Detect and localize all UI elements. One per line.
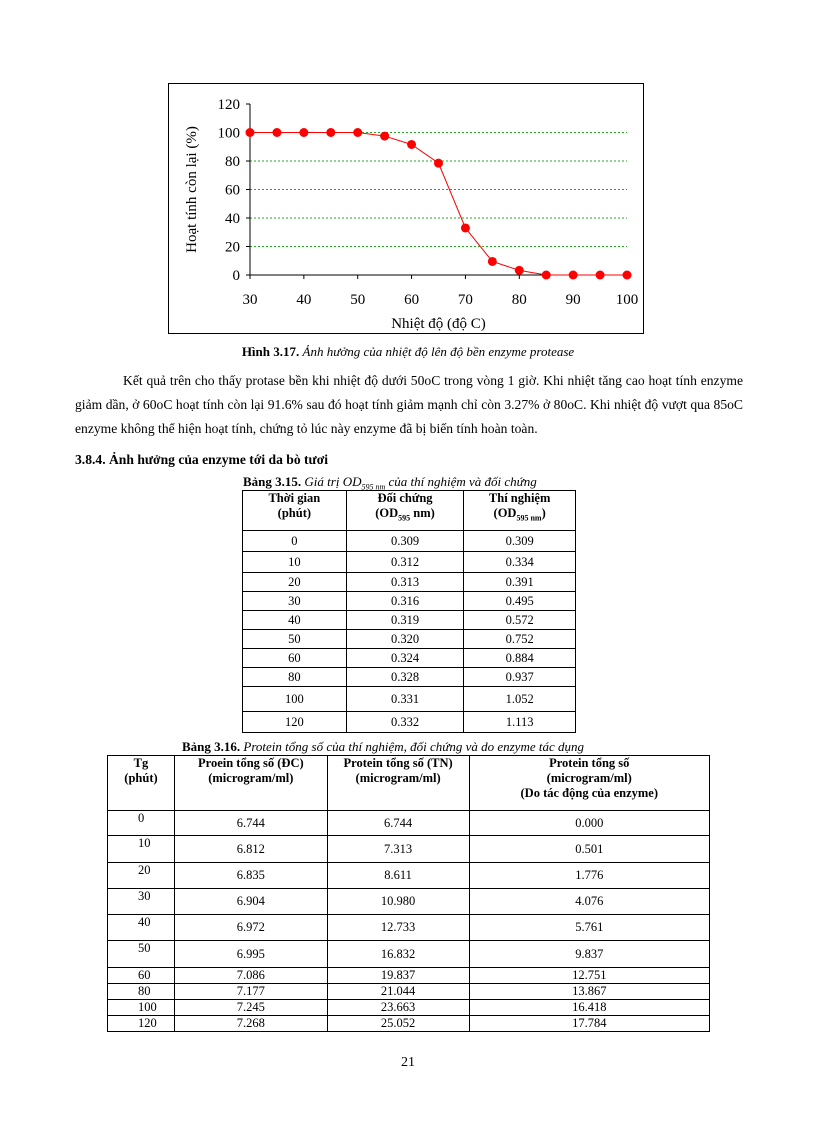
table2-cell: 7.268 xyxy=(174,1016,327,1032)
table1-cell: 40 xyxy=(243,611,347,630)
table2-cell: 13.867 xyxy=(469,984,709,1000)
table1-row xyxy=(243,531,576,552)
table1-cell: 0.572 xyxy=(464,611,576,630)
table1-cell: 80 xyxy=(243,668,347,687)
table2-row xyxy=(108,941,710,968)
x-tick-label: 50 xyxy=(350,292,366,308)
table2-cell: 12.751 xyxy=(469,968,709,984)
table2-row xyxy=(108,968,710,984)
table1-cell: 0.495 xyxy=(464,592,576,611)
data-point xyxy=(488,257,497,266)
table2-cell: 100 xyxy=(108,1000,175,1016)
table2-cell: 10 xyxy=(108,836,175,863)
table2-header-time: Tg (phút) xyxy=(108,756,175,811)
table2-cell: 7.177 xyxy=(174,984,327,1000)
table2-cell: 6.744 xyxy=(174,811,327,836)
table2-cell: 10.980 xyxy=(327,889,469,915)
table1-cell: 0.316 xyxy=(346,592,464,611)
figure-caption-label: Hình 3.17. xyxy=(241,344,300,359)
table2-cell: 16.832 xyxy=(327,941,469,968)
page-number: 21 xyxy=(401,1055,415,1070)
table2-row xyxy=(108,915,710,941)
y-tick-label: 120 xyxy=(217,97,240,113)
table1-cell: 10 xyxy=(243,552,347,573)
table1-cell: 1.052 xyxy=(464,687,576,712)
table1-caption-label: Bảng 3.15. xyxy=(243,474,302,489)
data-point xyxy=(326,128,335,137)
table2-cell: 1.776 xyxy=(469,863,709,889)
results-paragraph-text: Kết quả trên cho thấy protase bền khi nhiệt độ dưới 50oC trong vòng 1 giờ. Khi nhiệt tăng cao hoạt tính enzyme giảm dần, ở 60oC hoạt tính còn lại 91.6% sau đó hoạt tính giảm mạnh chỉ còn 3.27% ở 80oC. Khi nhiệt độ vượt qua 85oC enzyme không thể hiện hoạt tính, chứng tỏ lúc này enzyme đã bị biến tính hoàn toàn. xyxy=(75,373,743,436)
table2-caption xyxy=(182,739,584,755)
table1-cell: 0.312 xyxy=(346,552,464,573)
table1-row xyxy=(243,630,576,649)
table2-protein xyxy=(107,755,710,1032)
table2-cell: 8.611 xyxy=(327,863,469,889)
data-point xyxy=(596,271,605,280)
table2-cell: 7.313 xyxy=(327,836,469,863)
data-point xyxy=(569,271,578,280)
x-tick-label: 90 xyxy=(565,292,581,308)
data-point xyxy=(461,223,470,232)
table2-cell: 6.904 xyxy=(174,889,327,915)
table2-header-experiment: Protein tổng số (TN) (microgram/ml) xyxy=(327,756,469,811)
results-paragraph xyxy=(75,369,743,441)
table1-caption-text: Giá trị $OD_{595 nm}$ của thí nghiệm và đối chứng xyxy=(304,474,537,492)
table1-row xyxy=(243,712,576,733)
table2-caption-label: Bảng 3.16. xyxy=(182,739,241,754)
data-point xyxy=(353,128,362,137)
table1-row xyxy=(243,552,576,573)
table1-cell: 0 xyxy=(243,531,347,552)
table1-header-control: Đối chứng ($OD_{595}$ nm) xyxy=(346,491,464,531)
data-point xyxy=(623,271,632,280)
table2-row xyxy=(108,984,710,1000)
y-tick-label: 60 xyxy=(225,182,240,199)
table1-header-experiment: Thí nghiệm $(OD_{595 nm})$ xyxy=(464,491,576,531)
table2-cell: 20 xyxy=(108,863,175,889)
x-tick-label: 30 xyxy=(242,292,258,308)
x-tick-label: 70 xyxy=(457,292,473,308)
table1-cell: 120 xyxy=(243,712,347,733)
y-tick-label: 20 xyxy=(225,239,240,256)
table1-cell: 100 xyxy=(243,687,347,712)
data-point xyxy=(299,128,308,137)
table2-cell: 6.972 xyxy=(174,915,327,941)
table2-cell: 6.995 xyxy=(174,941,327,968)
y-tick-label: 100 xyxy=(217,125,240,142)
data-point xyxy=(434,159,443,168)
table2-cell: 50 xyxy=(108,941,175,968)
table2-cell: 21.044 xyxy=(327,984,469,1000)
chart-canvas xyxy=(169,84,645,335)
table1-cell: 0.309 xyxy=(346,531,464,552)
table2-cell: 23.663 xyxy=(327,1000,469,1016)
data-point xyxy=(542,271,551,280)
series-line xyxy=(250,133,627,276)
table1-cell: 0.319 xyxy=(346,611,464,630)
table2-cell: 4.076 xyxy=(469,889,709,915)
y-tick-label: 80 xyxy=(225,154,240,170)
table1-cell: 0.320 xyxy=(346,630,464,649)
table2-header-control: Proein tổng số (ĐC) (microgram/ml) xyxy=(174,756,327,811)
section-heading: 3.8.4. Ảnh hưởng của enzyme tới da bò tươi xyxy=(75,452,329,467)
table2-cell: 0.501 xyxy=(469,836,709,863)
data-point xyxy=(380,132,389,141)
table2-cell: 40 xyxy=(108,915,175,941)
table2-cell: 25.052 xyxy=(327,1016,469,1032)
table1-row xyxy=(243,668,576,687)
table1-row xyxy=(243,649,576,668)
table1-cell: 0.331 xyxy=(346,687,464,712)
table1-header-time: Thời gian (phút) xyxy=(243,491,347,531)
table2-cell: 0.000 xyxy=(469,811,709,836)
table2-cell: 0 xyxy=(108,811,175,836)
x-tick-label: 100 xyxy=(615,292,639,308)
table2-row xyxy=(108,836,710,863)
x-tick-label: 40 xyxy=(296,292,312,308)
table1-cell: 0.752 xyxy=(464,630,576,649)
table2-cell: 12.733 xyxy=(327,915,469,941)
table1-row xyxy=(243,573,576,592)
y-axis-label: Hoạt tính còn lại (%) xyxy=(184,126,200,253)
temperature-stability-chart xyxy=(168,83,644,334)
table2-cell: 17.784 xyxy=(469,1016,709,1032)
table1-caption xyxy=(243,474,537,492)
table2-cell: 5.761 xyxy=(469,915,709,941)
y-tick-label: 40 xyxy=(225,211,240,227)
table1-row xyxy=(243,687,576,712)
table2-row xyxy=(108,863,710,889)
x-tick-label: 80 xyxy=(511,292,527,308)
table1-cell: 20 xyxy=(243,573,347,592)
table2-caption-text: Protein tổng số của thí nghiệm, đối chứng và do enzyme tác dụng xyxy=(243,739,584,754)
table1-cell: 0.309 xyxy=(464,531,576,552)
table2-cell: 7.245 xyxy=(174,1000,327,1016)
table2-cell: 30 xyxy=(108,889,175,915)
table1-cell: 0.332 xyxy=(346,712,464,733)
table1-cell: 0.884 xyxy=(464,649,576,668)
y-tick-label: 0 xyxy=(232,268,240,284)
table1-cell: 0.313 xyxy=(346,573,464,592)
table2-row xyxy=(108,889,710,915)
table2-cell: 6.744 xyxy=(327,811,469,836)
table2-header-enzyme: Protein tổng số (microgram/ml) (Do tác động của enzyme) xyxy=(469,756,709,811)
table1-cell: 0.324 xyxy=(346,649,464,668)
table2-cell: 7.086 xyxy=(174,968,327,984)
x-axis-label: Nhiệt độ (độ C) xyxy=(391,316,486,332)
table1-cell: 50 xyxy=(243,630,347,649)
table1-od-values xyxy=(242,490,576,733)
table1-cell: 0.937 xyxy=(464,668,576,687)
table1-cell: 30 xyxy=(243,592,347,611)
x-tick-label: 60 xyxy=(404,292,420,308)
table1-cell: 0.328 xyxy=(346,668,464,687)
table2-row xyxy=(108,1016,710,1032)
table1-row xyxy=(243,611,576,630)
table1-row xyxy=(243,592,576,611)
figure-caption-text: Ảnh hưởng của nhiệt độ lên độ bền enzyme protease xyxy=(302,344,575,359)
table1-cell: 0.391 xyxy=(464,573,576,592)
table2-row xyxy=(108,1000,710,1016)
table2-cell: 6.812 xyxy=(174,836,327,863)
data-point xyxy=(515,266,524,275)
data-point xyxy=(246,128,255,137)
table2-cell: 120 xyxy=(108,1016,175,1032)
table2-cell: 9.837 xyxy=(469,941,709,968)
table2-cell: 6.835 xyxy=(174,863,327,889)
data-point xyxy=(407,140,416,149)
table2-cell: 60 xyxy=(108,968,175,984)
table1-cell: 60 xyxy=(243,649,347,668)
table2-cell: 16.418 xyxy=(469,1000,709,1016)
table1-cell: 1.113 xyxy=(464,712,576,733)
data-point xyxy=(272,128,281,137)
table2-cell: 19.837 xyxy=(327,968,469,984)
figure-caption xyxy=(0,344,816,360)
table1-cell: 0.334 xyxy=(464,552,576,573)
table2-cell: 80 xyxy=(108,984,175,1000)
table2-row xyxy=(108,811,710,836)
